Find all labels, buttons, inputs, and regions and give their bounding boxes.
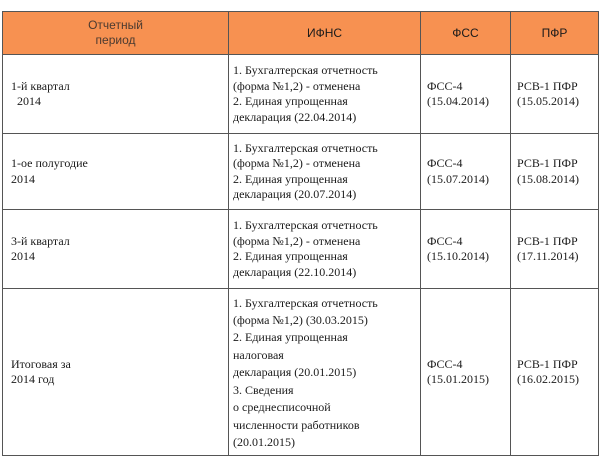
ifns-line: 2. Единая упрощенная [233, 94, 348, 108]
header-period-line: период [95, 33, 136, 47]
ifns-cell [229, 55, 421, 134]
header-period [3, 12, 229, 55]
fss-date: (15.07.2014) [427, 171, 489, 186]
period-line: 2014 [17, 94, 41, 108]
period-cell [3, 210, 229, 289]
ifns-line: (форма №1,2) (30.03.2015) [233, 313, 368, 328]
ifns-line: (форма №1,2) - отменена [233, 156, 361, 170]
pfr-cell [511, 134, 599, 210]
fss-cell [421, 55, 511, 134]
fss-form: ФСС-4 [427, 356, 463, 371]
ifns-cell [229, 210, 421, 289]
period-cell [3, 134, 229, 210]
fss-cell [421, 289, 511, 456]
ifns-line: 1. Бухгалтерская отчетность [233, 140, 378, 155]
pfr-cell [511, 210, 599, 289]
fss-date: (15.04.2014) [427, 94, 489, 108]
period-cell [3, 55, 229, 134]
table-row [3, 55, 599, 134]
ifns-line: (форма №1,2) - отменена [233, 78, 361, 93]
ifns-line: декларация (20.07.2014) [233, 187, 357, 201]
pfr-cell [511, 55, 599, 134]
ifns-line: 1. Бухгалтерская отчетность [233, 218, 378, 232]
ifns-line: 1. Бухгалтерская отчетность [233, 63, 378, 77]
ifns-cell [229, 289, 421, 456]
period-cell [3, 289, 229, 456]
period-line: 2014 [11, 249, 35, 263]
pfr-date: (16.02.2015) [517, 372, 579, 386]
period-line: 1-й квартал [11, 78, 70, 93]
period-line: 3-й квартал [11, 233, 70, 248]
pfr-cell [511, 289, 599, 456]
header-fss: ФСС [421, 12, 511, 55]
fss-cell [421, 210, 511, 289]
ifns-line: о среднесписочной [233, 400, 331, 415]
header-row [3, 12, 599, 55]
ifns-line: декларация (22.04.2014) [233, 109, 357, 124]
header-pfr: ПФР [511, 12, 599, 55]
fss-form: ФСС-4 [427, 233, 463, 248]
table-row [3, 210, 599, 289]
reporting-deadlines-table [2, 11, 599, 456]
ifns-line: (20.01.2015) [233, 434, 295, 449]
fss-cell [421, 134, 511, 210]
ifns-line: 2. Единая упрощенная [233, 330, 348, 345]
ifns-line: декларация (22.10.2014) [233, 264, 357, 279]
table-header [3, 12, 599, 55]
ifns-line: 3. Сведения [233, 382, 294, 397]
period-line: 2014 год [11, 372, 55, 386]
ifns-line: декларация (20.01.2015) [233, 365, 357, 380]
ifns-line: налоговая [233, 347, 284, 362]
ifns-line: 2. Единая упрощенная [233, 249, 348, 263]
table-row [3, 134, 599, 210]
header-ifns: ИФНС [229, 12, 421, 55]
fss-form: ФСС-4 [427, 156, 463, 170]
fss-date: (15.01.2015) [427, 372, 489, 386]
ifns-line: 2. Единая упрощенная [233, 171, 348, 186]
table-row [3, 289, 599, 456]
pfr-date: (15.05.2014) [517, 94, 579, 108]
table-body [3, 55, 599, 456]
pfr-date: (17.11.2014) [517, 249, 579, 263]
ifns-line: 1. Бухгалтерская отчетность [233, 295, 378, 310]
header-period-line: Отчетный [88, 18, 143, 32]
pfr-form: РСВ-1 ПФР [517, 233, 578, 248]
pfr-date: (15.08.2014) [517, 171, 579, 186]
period-line: Итоговая за [11, 356, 71, 371]
period-line: 2014 [11, 171, 35, 186]
ifns-cell [229, 134, 421, 210]
ifns-line: численности работников [233, 417, 360, 432]
ifns-line: (форма №1,2) - отменена [233, 233, 361, 248]
pfr-form: РСВ-1 ПФР [517, 356, 578, 371]
fss-form: ФСС-4 [427, 78, 463, 93]
fss-date: (15.10.2014) [427, 249, 489, 263]
pfr-form: РСВ-1 ПФР [517, 78, 578, 93]
pfr-form: РСВ-1 ПФР [517, 156, 578, 170]
period-line: 1-ое полугодие [11, 156, 88, 170]
